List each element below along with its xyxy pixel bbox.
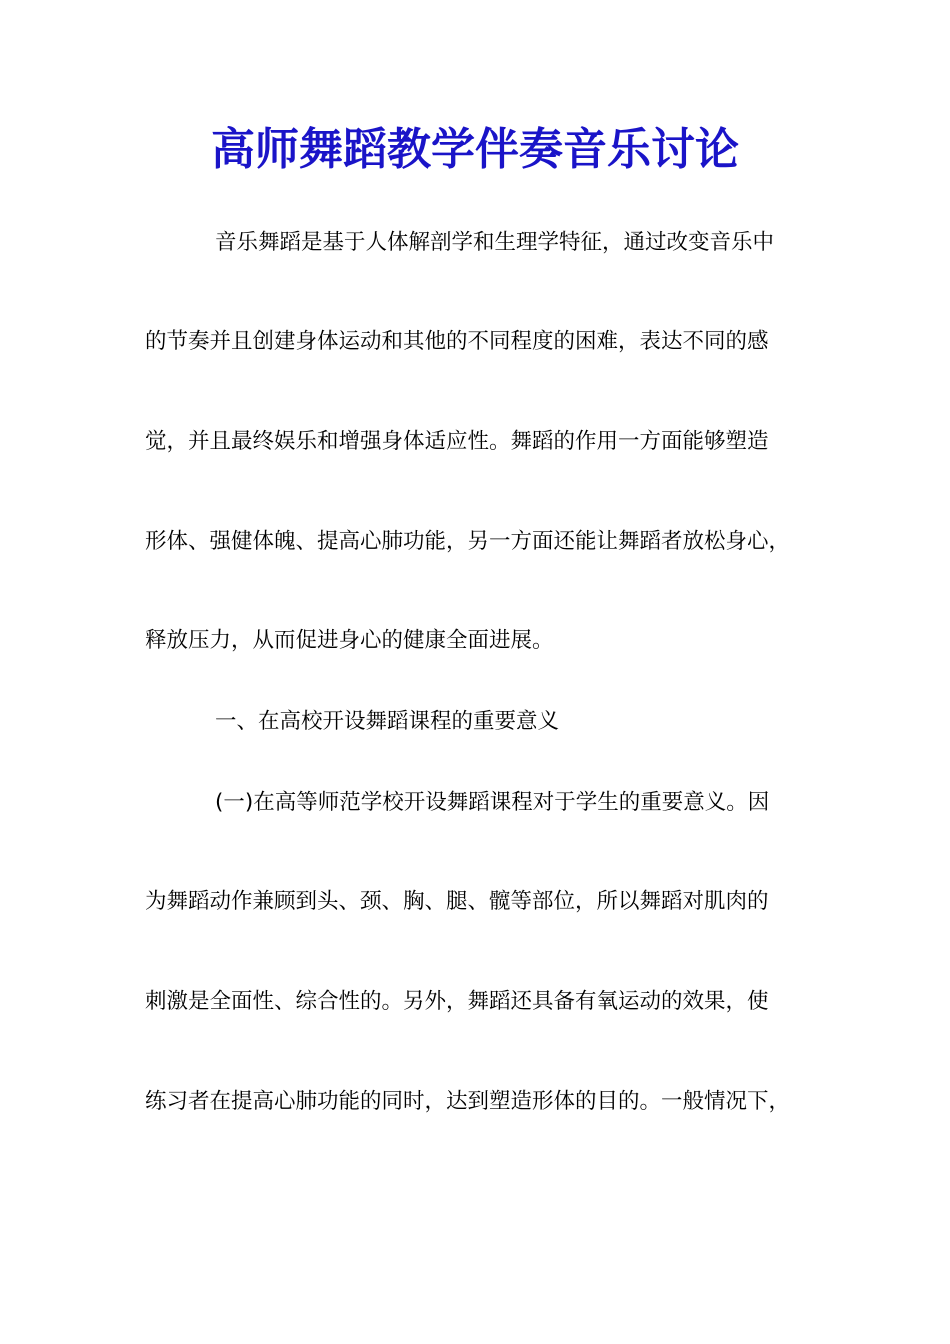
page-title: 高师舞蹈教学伴奏音乐讨论 xyxy=(211,124,739,175)
paragraph-line-5: 释放压力，从而促进身心的健康全面进展。 xyxy=(145,628,554,653)
section-heading: 一、在高校开设舞蹈课程的重要意义 xyxy=(215,709,560,734)
paragraph-line-9: 刺激是全面性、综合性的。另外，舞蹈还具备有氧运动的效果，使 xyxy=(145,989,769,1014)
paragraph-line-3: 觉，并且最终娱乐和增强身体适应性。舞蹈的作用一方面能够塑造 xyxy=(145,429,769,454)
paragraph-line-2: 的节奏并且创建身体运动和其他的不同程度的困难，表达不同的感 xyxy=(145,329,769,354)
paragraph-line-1: 音乐舞蹈是基于人体解剖学和生理学特征，通过改变音乐中 xyxy=(215,230,775,255)
paragraph-line-10: 练习者在提高心肺功能的同时，达到塑造形体的目的。一般情况下， xyxy=(145,1089,791,1114)
paragraph-line-4: 形体、强健体魄、提高心肺功能，另一方面还能让舞蹈者放松身心， xyxy=(145,529,791,554)
paragraph-line-8: 为舞蹈动作兼顾到头、颈、胸、腿、髋等部位，所以舞蹈对肌肉的 xyxy=(145,889,769,914)
paragraph-line-7: (一)在高等师范学校开设舞蹈课程对于学生的重要意义。因 xyxy=(215,790,770,815)
